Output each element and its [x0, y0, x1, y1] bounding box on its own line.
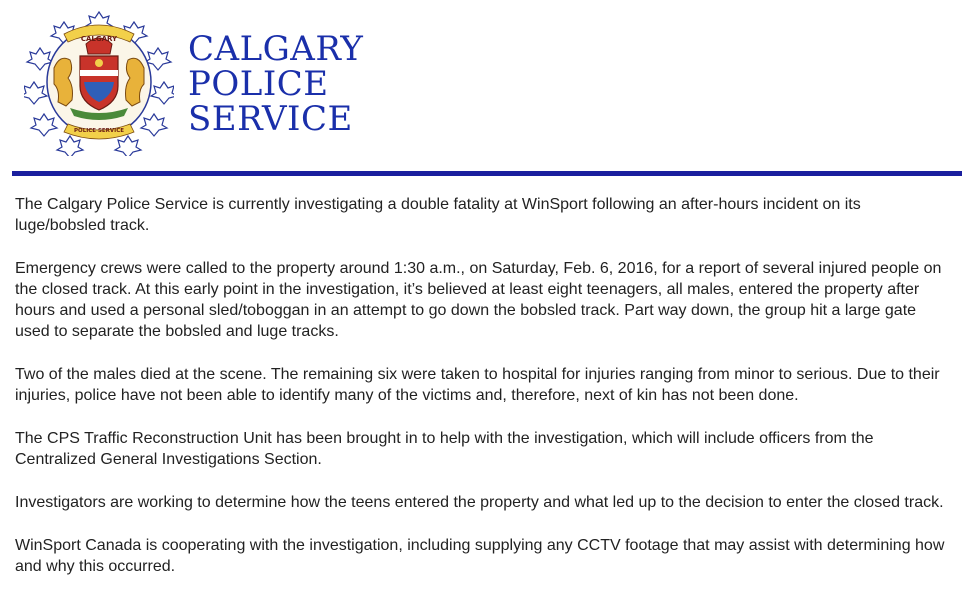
paragraph: Emergency crews were called to the property around 1:30 a.m., on Saturday, Feb. 6, 2016, for a report of several injured people on the closed track. At this early point in the investigation, it’s believed at least eight teenagers, all males, entered the property after hours and used a personal sled/toboggan in an attempt to go down the bobsled track. Part way down, the group hit a large gate used to separate the bobsled and luge tracks. [15, 260, 942, 340]
paragraph: Investigators are working to determine how the teens entered the property and what led up to the decision to enter the closed track. [15, 494, 944, 511]
header-divider [12, 171, 962, 176]
page-header [0, 0, 964, 170]
crest-text-top: CALGARY [80, 35, 118, 43]
paragraph: Two of the males died at the scene. The remaining six were taken to hospital for injuries ranging from minor to serious. Due to their injuries, police have not been able to identify many of the victims and, therefore, next of kin has not been done. [15, 366, 940, 404]
paragraph: The Calgary Police Service is currently investigating a double fatality at WinSport following an after-hours incident on its luge/bobsled track. [15, 196, 861, 234]
police-crest-logo [24, 8, 174, 156]
wordmark-line-1: CALGARY [188, 29, 364, 69]
crest-text-bottom: POLICE SERVICE [73, 128, 125, 134]
wordmark-line-3: SERVICE [188, 99, 353, 139]
wordmark-line-2: POLICE [188, 64, 329, 104]
press-release-body [15, 194, 955, 599]
paragraph: WinSport Canada is cooperating with the investigation, including supplying any CCTV footage that may assist with determining how and why this occurred. [15, 537, 945, 575]
paragraph: The CPS Traffic Reconstruction Unit has been brought in to help with the investigation, which will include officers from the Centralized General Investigations Section. [15, 430, 874, 468]
agency-wordmark [188, 29, 364, 139]
